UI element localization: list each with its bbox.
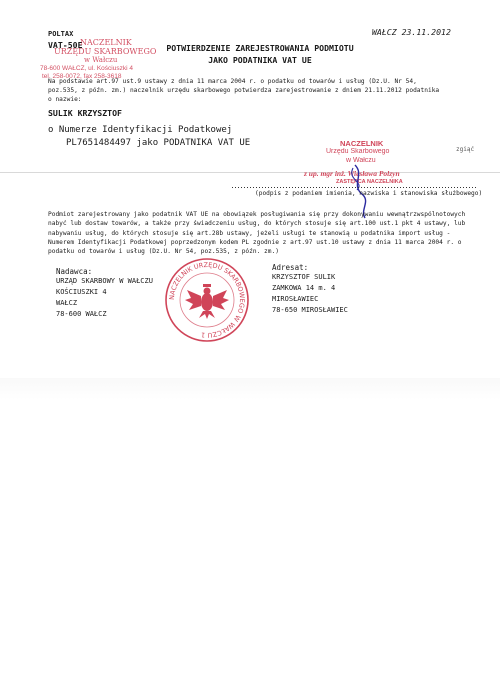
signature-dotted-line — [232, 186, 476, 189]
office-stamp-line1: NACZELNIK — [80, 38, 132, 47]
signature-stamp-line1: NACZELNIK — [340, 139, 384, 148]
addressee-label: Adresat: — [272, 263, 309, 272]
signature-stamp-line4: z up. mgr inż. Wiesława Polzyn — [304, 169, 400, 178]
sender-line1: URZĄD SKARBOWY W WAŁCZU — [56, 277, 153, 285]
legal-basis-line1: Na podstawie art.97 ust.9 ustawy z dnia 11 marca 2004 r. o podatku od towarów i usług (Dz.U. Nr 54, — [48, 78, 417, 85]
form-code-label: VAT-50E — [48, 40, 83, 50]
eagle-emblem-icon — [185, 284, 229, 319]
addressee-line2: ZAMKOWA 14 m. 4 — [272, 284, 336, 292]
official-seal — [163, 256, 251, 344]
sender-line4: 78-600 WAŁCZ — [56, 310, 107, 318]
document-date: WAŁCZ 23.11.2012 — [372, 27, 451, 37]
official-seal-text: NACZELNIK URZĘDU SKARBOWEGO W WAŁCZU 1 — [167, 260, 247, 340]
office-stamp-line3: w Wałczu — [84, 56, 118, 64]
signature-caption: (podpis z podaniem imienia, nazwiska i stanowiska służbowego) — [255, 190, 483, 197]
sender-line3: WAŁCZ — [56, 299, 78, 307]
office-stamp-line2: URZĘDU SKARBOWEGO — [54, 47, 157, 56]
document-title-line1: POTWIERDZENIE ZAREJESTROWANIA PODMIOTU — [166, 43, 354, 53]
sender-line2: KOŚCIUSZKI 4 — [56, 288, 107, 296]
document-title-line2: JAKO PODATNIKA VAT UE — [208, 55, 312, 65]
form-system-label: POLTAX — [48, 30, 74, 38]
addressee-line1: KRZYSZTOF SULIK — [272, 273, 336, 281]
taxpayer-name: SULIK KRZYSZTOF — [48, 108, 122, 118]
office-stamp-line4: 78-600 WAŁCZ, ul. Kościuszki 4 — [40, 65, 133, 72]
nip-label: o Numerze Identyfikacji Podatkowej — [48, 125, 233, 135]
office-stamp-line5: tel. 258-0072, fax 258-3618 — [42, 73, 122, 80]
legal-basis-line2: poz.535, z późn. zm.) naczelnik urzędu skarbowego potwierdza zarejestrowanie z dniem 21.11.2012 podatnika — [48, 87, 440, 94]
nip-value: PL7651484497 jako PODATNIKA VAT UE — [66, 138, 251, 148]
fold-mark-label: zgiąć — [456, 146, 475, 153]
signature-stamp-line3: w Wałczu — [346, 157, 376, 164]
signature-stamp-line5: ZASTĘPCA NACZELNIKA — [336, 179, 403, 185]
body-paragraph: Podmiot zarejestrowany jako podatnik VAT UE na obowiązek posługiwania się przy dokonywaniu wewnątrzwspólnotowych nabyć lub dostaw towarów, a także przy świadczeniu usług, do których stosuje się art.100 ust.1 pkt 4 ustawy, lub nabywaniu usług, do których stosuje się art.28b ustawy, jeżeli usługi te stanowią u podatnika import usług - Numerem Identyfikacji Podatkowej poprzedzonym kodem PL zgodnie z art.97 ust.10 ustawy z dnia 11 marca 2004 r. o podatku od towarów i usług (Dz.U. Nr 54, poz.535, z późn. zm.) — [48, 211, 466, 256]
sender-label: Nadawca: — [56, 267, 93, 276]
office-stamp — [40, 36, 160, 84]
signature-stamp-line2: Urzędu Skarbowego — [326, 148, 390, 155]
addressee-line3: MIROSŁAWIEC — [272, 295, 319, 303]
addressee-line4: 78-650 MIROSŁAWIEC — [272, 306, 348, 314]
legal-basis-line3: o nazwie: — [48, 96, 82, 103]
